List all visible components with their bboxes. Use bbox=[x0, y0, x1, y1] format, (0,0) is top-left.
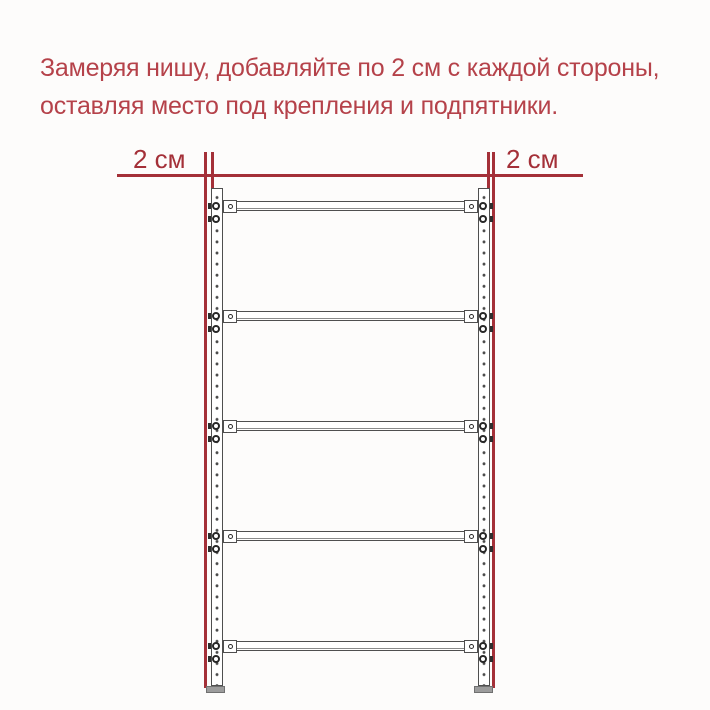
bolt-nub bbox=[208, 203, 211, 209]
bracket-bolt bbox=[469, 534, 474, 539]
bolt-nub bbox=[208, 423, 211, 429]
bracket-bolt bbox=[228, 534, 233, 539]
bracket-bolt bbox=[228, 204, 233, 209]
beam-bracket-right bbox=[464, 420, 478, 433]
bolt-nub bbox=[490, 216, 493, 222]
bolt-nub bbox=[208, 533, 211, 539]
post-bolt-hole bbox=[212, 312, 220, 320]
post-bolt-hole bbox=[212, 642, 220, 650]
instruction-text bbox=[40, 49, 659, 125]
bolt-nub bbox=[490, 423, 493, 429]
post-bolt-hole bbox=[479, 215, 487, 223]
bolt-nub bbox=[208, 643, 211, 649]
bracket-bolt bbox=[228, 314, 233, 319]
left-niche-wall-line bbox=[204, 152, 207, 688]
bolt-nub bbox=[490, 313, 493, 319]
left-dimension-label: 2 см bbox=[133, 144, 186, 174]
post-bolt-hole bbox=[212, 215, 220, 223]
dimension-line bbox=[117, 174, 583, 177]
left-foot-plate bbox=[206, 686, 225, 693]
beam-bracket-right bbox=[464, 530, 478, 543]
bolt-nub bbox=[208, 313, 211, 319]
bolt-nub bbox=[208, 656, 211, 662]
bolt-nub bbox=[490, 546, 493, 552]
bracket-bolt bbox=[469, 314, 474, 319]
right-post-tick bbox=[487, 152, 490, 189]
bolt-nub bbox=[490, 326, 493, 332]
beam-bracket-left bbox=[223, 200, 237, 213]
bolt-nub bbox=[490, 656, 493, 662]
post-bolt-hole bbox=[479, 655, 487, 663]
post-bolt-hole bbox=[479, 642, 487, 650]
post-bolt-hole bbox=[479, 312, 487, 320]
post-bolt-hole bbox=[212, 202, 220, 210]
post-bolt-hole bbox=[479, 325, 487, 333]
beam-bracket-right bbox=[464, 310, 478, 323]
bracket-bolt bbox=[469, 204, 474, 209]
instruction-line-1: Замеряя нишу, добавляйте по 2 см с каждой стороны, bbox=[40, 54, 660, 82]
beam-bracket-left bbox=[223, 640, 237, 653]
left-post-tick bbox=[211, 152, 214, 189]
post-bolt-hole bbox=[479, 545, 487, 553]
post-bolt-hole bbox=[212, 422, 220, 430]
bracket-bolt bbox=[469, 424, 474, 429]
beam-bracket-right bbox=[464, 200, 478, 213]
post-bolt-hole bbox=[479, 435, 487, 443]
post-bolt-hole bbox=[212, 325, 220, 333]
bolt-nub bbox=[490, 643, 493, 649]
bracket-bolt bbox=[228, 644, 233, 649]
shelf-beam bbox=[223, 421, 478, 431]
bolt-nub bbox=[490, 436, 493, 442]
post-bolt-hole bbox=[479, 532, 487, 540]
instruction-line-2: оставляя место под крепления и подпятники. bbox=[40, 92, 558, 120]
bolt-nub bbox=[490, 203, 493, 209]
shelf-beam bbox=[223, 311, 478, 321]
post-bolt-hole bbox=[212, 435, 220, 443]
beam-bracket-left bbox=[223, 530, 237, 543]
beam-bracket-left bbox=[223, 420, 237, 433]
shelf-beam bbox=[223, 641, 478, 651]
bolt-nub bbox=[490, 533, 493, 539]
right-dimension-label: 2 см bbox=[506, 144, 559, 174]
shelf-beam bbox=[223, 201, 478, 211]
shelf-beam bbox=[223, 531, 478, 541]
post-bolt-hole bbox=[479, 422, 487, 430]
right-foot-plate bbox=[474, 686, 493, 693]
post-bolt-hole bbox=[479, 202, 487, 210]
beam-bracket-left bbox=[223, 310, 237, 323]
bolt-nub bbox=[208, 326, 211, 332]
bolt-nub bbox=[208, 546, 211, 552]
post-bolt-hole bbox=[212, 545, 220, 553]
bolt-nub bbox=[208, 436, 211, 442]
bracket-bolt bbox=[469, 644, 474, 649]
beam-bracket-right bbox=[464, 640, 478, 653]
right-niche-wall-line bbox=[492, 152, 495, 688]
post-bolt-hole bbox=[212, 532, 220, 540]
bolt-nub bbox=[208, 216, 211, 222]
bracket-bolt bbox=[228, 424, 233, 429]
post-bolt-hole bbox=[212, 655, 220, 663]
